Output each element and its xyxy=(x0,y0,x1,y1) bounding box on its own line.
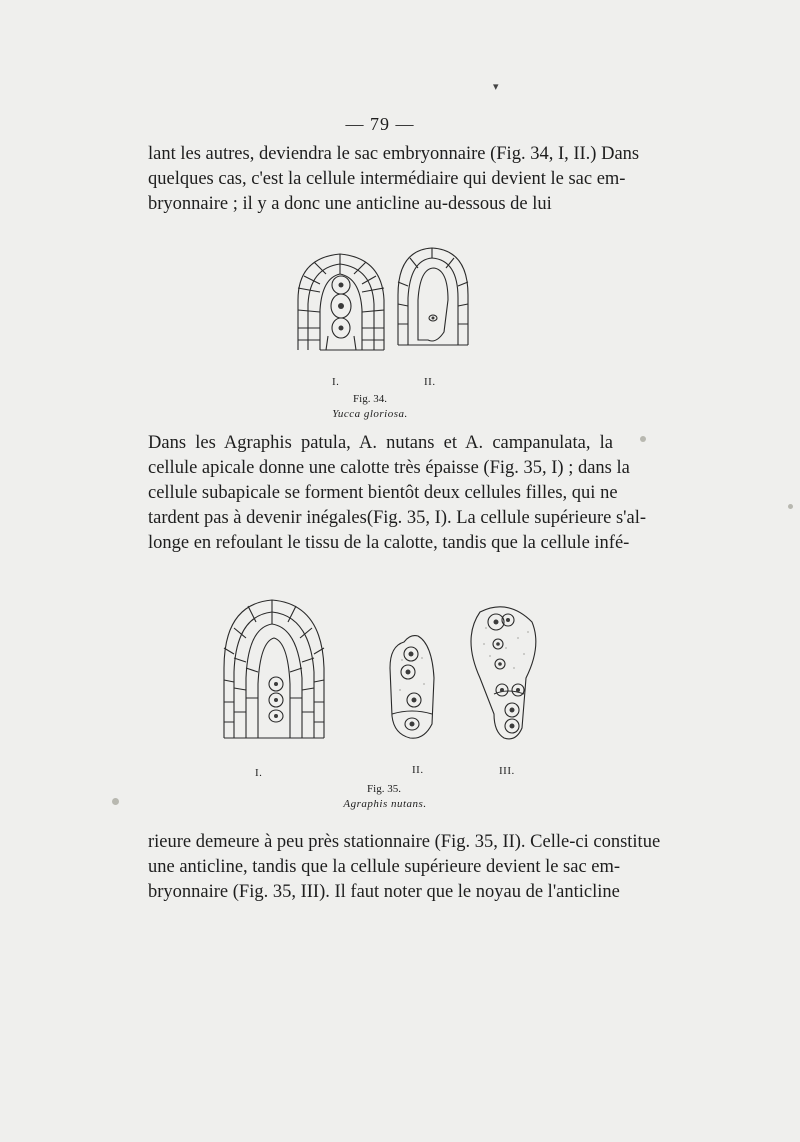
text-line: bryonnaire (Fig. 35, III). Il faut noter que le noyau de l'anticline xyxy=(148,882,620,902)
paper-speck xyxy=(640,436,646,442)
text-line: lant les autres, deviendra le sac embryonnaire (Fig. 34, I, II.) Dans xyxy=(148,144,640,164)
paper-speck xyxy=(112,798,119,805)
text-line: tardent pas à devenir inégales(Fig. 35, I). La cellule supérieure s'al- xyxy=(148,508,647,528)
text-line: quelques cas, c'est la cellule intermédiaire qui devient le sac em- xyxy=(148,169,626,189)
paper-speck: ▾ xyxy=(493,81,499,93)
fig35-label-iii: III. xyxy=(499,765,515,777)
page-number: — 79 — xyxy=(345,114,415,134)
fig35-iii-outline xyxy=(471,607,536,739)
figure-35-illustration xyxy=(218,598,548,748)
text-line: cellule apicale donne une calotte très épaisse (Fig. 35, I) ; dans la xyxy=(148,458,630,478)
paragraph-1 xyxy=(148,142,640,217)
text-line: bryonnaire ; il y a donc une anticline au-dessous de lui xyxy=(148,194,552,214)
fig34-caption: Fig. 34. xyxy=(353,393,387,405)
figure-34-illustration xyxy=(290,240,480,365)
text-line: longe en refoulant le tissu de la calotte, tandis que la cellule infé- xyxy=(148,533,630,553)
fig35-i-outline xyxy=(224,600,324,738)
fig35-species: Agraphis nutans. xyxy=(343,798,427,810)
fig35-label-i: I. xyxy=(255,767,263,779)
fig35-label-ii: II. xyxy=(412,764,424,776)
paragraph-3 xyxy=(148,830,661,905)
text-line: rieure demeure à peu près stationnaire (Fig. 35, II). Celle-ci constitue xyxy=(148,832,661,852)
fig34-label-i: I. xyxy=(332,376,340,388)
fig34-i-outline xyxy=(298,254,384,350)
fig34-label-ii: II. xyxy=(424,376,436,388)
paper-speck xyxy=(788,504,793,509)
text-line: Dans les Agraphis patula, A. nutans et A. campanulata, la xyxy=(148,433,613,453)
fig35-caption: Fig. 35. xyxy=(367,783,401,795)
paragraph-2 xyxy=(148,431,647,556)
text-line: une anticline, tandis que la cellule supérieure devient le sac em- xyxy=(148,857,621,877)
text-line: cellule subapicale se forment bientôt deux cellules filles, qui ne xyxy=(148,483,618,503)
fig34-species: Yucca gloriosa. xyxy=(332,408,408,420)
